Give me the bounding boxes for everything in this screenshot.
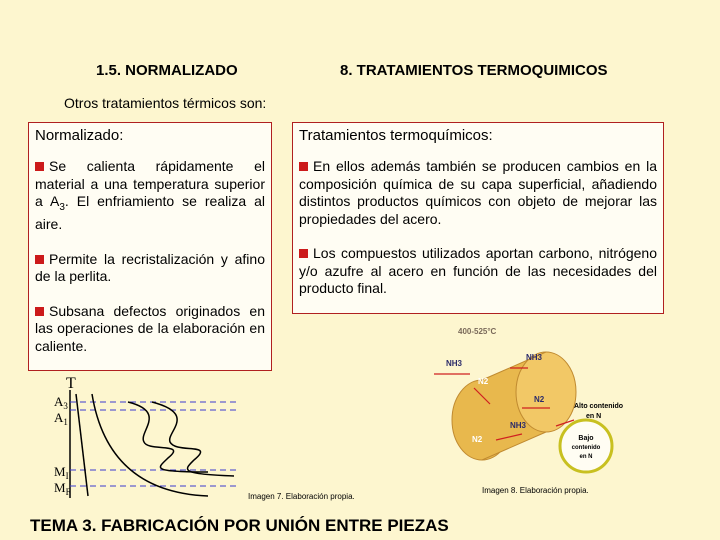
normalizado-bullet-2: Permite la recristalización y afino de la perlita. xyxy=(35,250,265,285)
bar-end-right xyxy=(516,352,576,432)
a3-label: $A_3$ xyxy=(54,394,68,411)
termoquimicos-bullet-1: En ellos además también se producen cambios en la composición química de su capa superficial, añadiendo distintos productos químicos con objeto de mejorar las propiedades del acero. xyxy=(299,158,657,227)
bajo-contenido-label: contenido xyxy=(571,445,601,451)
bajo-label: Bajo xyxy=(578,435,594,442)
bullet-icon xyxy=(299,162,308,171)
transformation-start-curve xyxy=(128,402,208,472)
normalizado-box-title: Normalizado: xyxy=(35,127,124,144)
temperature-label: 400-525°C xyxy=(458,327,497,336)
normalizing-diagram xyxy=(48,372,246,502)
nitriding-diagram xyxy=(424,322,664,492)
alto-contenido-label: Alto contenido xyxy=(574,403,623,410)
bullet-icon xyxy=(35,307,44,316)
footer-title: TEMA 3. FABRICACIÓN POR UNIÓN ENTRE PIEZAS xyxy=(30,516,449,535)
normalizado-bullet-1: Se calienta rápidamente el material a una temperatura superior a $A_3$. El enfriamiento se realiza al aire. xyxy=(35,158,265,233)
transformation-end-curve xyxy=(152,402,234,476)
normalizado-heading: 1.5. NORMALIZADO xyxy=(96,62,238,79)
termoquimicos-heading: 8. TRATAMIENTOS TERMOQUIMICOS xyxy=(340,62,608,79)
nh3-label-3: NH3 xyxy=(510,421,527,430)
intro-text: Otros tratamientos térmicos son: xyxy=(64,95,267,111)
n2-label-2: N2 xyxy=(534,395,545,404)
a1-label: $A_1$ xyxy=(54,410,68,427)
normalizado-bullet-3: Subsana defectos originados en las operaciones de la elaboración en caliente. xyxy=(35,302,265,354)
nh3-label-2: NH3 xyxy=(526,353,543,362)
heating-curve xyxy=(76,394,88,496)
bullet-icon xyxy=(35,162,44,171)
axis-t-label: T xyxy=(66,375,76,392)
n2-label-1: N2 xyxy=(478,377,489,386)
figure8-caption: Imagen 8. Elaboración propia. xyxy=(482,486,589,495)
bullet-icon xyxy=(35,255,44,264)
mi-label: $M_I$ xyxy=(54,464,69,481)
n2-label-3: N2 xyxy=(472,435,483,444)
bullet-icon xyxy=(299,249,308,258)
mf-label: $M_F$ xyxy=(54,480,71,497)
figure7-caption: Imagen 7. Elaboración propia. xyxy=(248,492,355,501)
termoquimicos-box xyxy=(292,122,664,314)
termoquimicos-box-title: Tratamientos termoquímicos: xyxy=(299,127,493,144)
nh3-label-1: NH3 xyxy=(446,359,463,368)
termoquimicos-bullet-2: Los compuestos utilizados aportan carbono, nitrógeno y/o azufre al acero en función de las necesidades del producto final. xyxy=(299,245,657,296)
normalizado-box xyxy=(28,122,272,371)
bajo-en-n-label: en N xyxy=(579,454,593,460)
alto-en-n-label: en N xyxy=(586,413,602,420)
